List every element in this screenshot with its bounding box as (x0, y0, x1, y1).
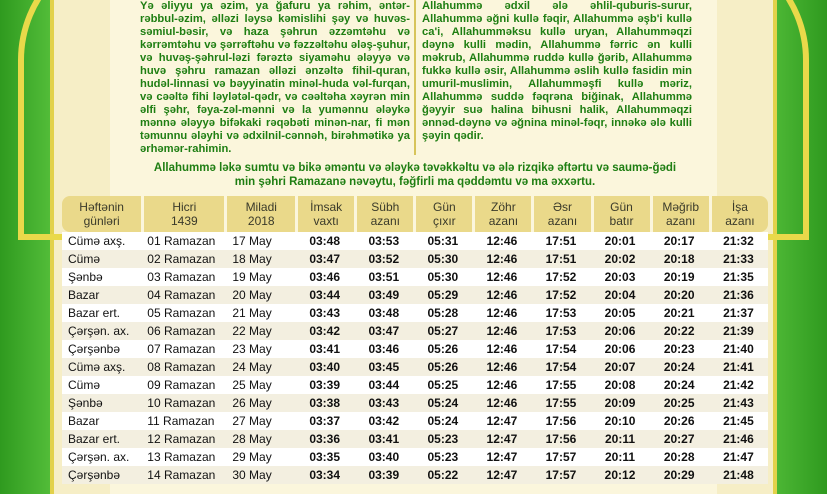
header-imsak: İmsak vaxtı (295, 196, 354, 232)
imsak-time: 03:37 (295, 412, 354, 430)
fajr-time: 03:42 (354, 412, 413, 430)
imsak-time: 03:41 (295, 340, 354, 358)
table-row (62, 322, 768, 340)
weekday-cell: Cümə axş. (62, 232, 141, 250)
hijri-date-cell: 03 Ramazan (141, 268, 224, 286)
dhuhr-time: 12:47 (472, 430, 531, 448)
imsak-time: 03:42 (295, 322, 354, 340)
weekday-cell: Bazar ert. (62, 430, 141, 448)
fajr-time: 03:49 (354, 286, 413, 304)
table-row (62, 376, 768, 394)
sunrise-time: 05:29 (413, 286, 472, 304)
sunset-time: 20:11 (591, 448, 650, 466)
sunrise-time: 05:26 (413, 340, 472, 358)
weekday-cell: Çərşən. ax. (62, 448, 141, 466)
asr-time: 17:55 (531, 394, 590, 412)
imsak-time: 03:46 (295, 268, 354, 286)
header-sunset: Gün batır (591, 196, 650, 232)
gregorian-date-cell: 20 May (224, 286, 295, 304)
sunset-time: 20:06 (591, 340, 650, 358)
header-hijri: Hicri 1439 (141, 196, 224, 232)
weekday-cell: Cümə axş. (62, 358, 141, 376)
sunrise-time: 05:28 (413, 304, 472, 322)
dhuhr-time: 12:46 (472, 232, 531, 250)
isha-time: 21:45 (709, 412, 768, 430)
asr-time: 17:56 (531, 430, 590, 448)
sunrise-time: 05:26 (413, 358, 472, 376)
table-row (62, 340, 768, 358)
maghrib-time: 20:24 (650, 358, 709, 376)
table-row (62, 448, 768, 466)
dhuhr-time: 12:46 (472, 304, 531, 322)
dhuhr-time: 12:46 (472, 376, 531, 394)
fajr-time: 03:51 (354, 268, 413, 286)
asr-time: 17:52 (531, 268, 590, 286)
maghrib-time: 20:22 (650, 322, 709, 340)
asr-time: 17:57 (531, 466, 590, 484)
fajr-time: 03:47 (354, 322, 413, 340)
gregorian-date-cell: 29 May (224, 448, 295, 466)
weekday-cell: Bazar (62, 286, 141, 304)
imsak-time: 03:48 (295, 232, 354, 250)
imsak-time: 03:40 (295, 358, 354, 376)
sunset-time: 20:04 (591, 286, 650, 304)
gregorian-date-cell: 28 May (224, 430, 295, 448)
gregorian-date-cell: 24 May (224, 358, 295, 376)
isha-time: 21:43 (709, 394, 768, 412)
ramadan-dua-right: Allahummə ədxil ələ əhlil-quburis-surur, Allahummə əğni kullə fəqir, Allahummə əşb'i kullə ca'i, Allahumməksu kullə uryan, Allahumməqzi dəynə kulli mədin, Allahummə fərric ən kulli məkrub, Allahummə ruddə kullə ğərib, Allahummə fukkə kullə əsir, Allahummə əslih kullə fasidin min umuril-muslimin, Allahumməşfi kullə məriz, Allahummə suddə fəqrəna biğinak, Allahummə ğəyyir suə halina bihusni halik, Allahumməqzi ənnəd-dəynə və əğnina minəl-fəqr, innəkə ələ kulli şəyin qədir. (422, 0, 692, 142)
hijri-date-cell: 10 Ramazan (141, 394, 224, 412)
table-row (62, 358, 768, 376)
isha-time: 21:36 (709, 286, 768, 304)
gregorian-date-cell: 27 May (224, 412, 295, 430)
header-maghrib: Məğrib azanı (650, 196, 709, 232)
table-row (62, 286, 768, 304)
sunset-time: 20:02 (591, 250, 650, 268)
maghrib-time: 20:23 (650, 340, 709, 358)
maghrib-time: 20:21 (650, 304, 709, 322)
weekday-cell: Çərşənbə (62, 340, 141, 358)
dhuhr-time: 12:47 (472, 448, 531, 466)
hijri-date-cell: 02 Ramazan (141, 250, 224, 268)
maghrib-time: 20:19 (650, 268, 709, 286)
weekday-cell: Cümə (62, 376, 141, 394)
sunrise-time: 05:24 (413, 394, 472, 412)
dhuhr-time: 12:47 (472, 412, 531, 430)
header-fajr: Sübh azanı (354, 196, 413, 232)
dhuhr-time: 12:46 (472, 286, 531, 304)
imsak-time: 03:34 (295, 466, 354, 484)
imsak-time: 03:44 (295, 286, 354, 304)
hijri-date-cell: 09 Ramazan (141, 376, 224, 394)
sunrise-time: 05:24 (413, 412, 472, 430)
gregorian-date-cell: 18 May (224, 250, 295, 268)
header-asr: Əsr azanı (531, 196, 590, 232)
column-divider (414, 0, 416, 155)
maghrib-time: 20:18 (650, 250, 709, 268)
isha-time: 21:42 (709, 376, 768, 394)
imsak-time: 03:43 (295, 304, 354, 322)
hijri-date-cell: 08 Ramazan (141, 358, 224, 376)
sunrise-time: 05:22 (413, 466, 472, 484)
sunrise-time: 05:31 (413, 232, 472, 250)
table-row (62, 268, 768, 286)
table-row (62, 250, 768, 268)
isha-time: 21:33 (709, 250, 768, 268)
sunrise-time: 05:27 (413, 322, 472, 340)
gregorian-date-cell: 30 May (224, 466, 295, 484)
gregorian-date-cell: 21 May (224, 304, 295, 322)
sunset-time: 20:08 (591, 376, 650, 394)
sunrise-time: 05:30 (413, 268, 472, 286)
asr-time: 17:57 (531, 448, 590, 466)
table-row (62, 430, 768, 448)
iftar-dua: Allahummə ləkə sumtu və bikə əməntu və ələykə təvəkkəltu və ələ rizqikə əftərtu və saumə-ğədi min şəhri Ramazanə nəvəytu, fəğfirli ma qəddəmtu və ma əxxərtu. (153, 162, 677, 188)
maghrib-time: 20:25 (650, 394, 709, 412)
header-dhuhr: Zöhr azanı (472, 196, 531, 232)
weekday-cell: Şənbə (62, 394, 141, 412)
hijri-date-cell: 05 Ramazan (141, 304, 224, 322)
asr-time: 17:53 (531, 304, 590, 322)
sunset-time: 20:01 (591, 232, 650, 250)
dhuhr-time: 12:46 (472, 358, 531, 376)
fajr-time: 03:39 (354, 466, 413, 484)
table-header-row (62, 196, 768, 232)
weekday-cell: Bazar (62, 412, 141, 430)
dhuhr-time: 12:46 (472, 322, 531, 340)
hijri-date-cell: 06 Ramazan (141, 322, 224, 340)
sunrise-time: 05:25 (413, 376, 472, 394)
maghrib-time: 20:26 (650, 412, 709, 430)
isha-time: 21:39 (709, 322, 768, 340)
fajr-time: 03:41 (354, 430, 413, 448)
sunset-time: 20:12 (591, 466, 650, 484)
fajr-time: 03:52 (354, 250, 413, 268)
asr-time: 17:56 (531, 412, 590, 430)
weekday-cell: Şənbə (62, 268, 141, 286)
hijri-date-cell: 11 Ramazan (141, 412, 224, 430)
asr-time: 17:54 (531, 340, 590, 358)
ramadan-dua-left: Yə əliyyu ya əzim, ya ğafuru ya rəhim, əntər-rəbbul-əzim, əlləzi ləysə kəmislihi şəy və huvəs-səmiul-bəsir, və haza şəhrun əzzəmtəhu və kərrəmtəhu və şərrəftəhu və fəzzəltəhu ələş-şuhur, və huvəş-şəhrul-ləzi fərəztə siyaməhu ələyyə və huvə şəhru ramazan əlləzi ənzəltə fihil-quran, hudəl-linnasi və bəyyinatin minəl-huda vəl-furqan, və cəəltə fihi ləylətəl-qədr, və cəəltəha xəyrən min əlfi şəhr, fəya-zəl-mənni və la yumənnu ələykə mənnə ələyyə bifəkaki rəqəbəti minən-nar, fi mən təmunnu ələyhi və ədxilnil-cənnəh, birəhmətikə ya ərhəmər-rahimin. (140, 0, 410, 155)
table-row (62, 394, 768, 412)
table-body (62, 232, 768, 484)
fajr-time: 03:45 (354, 358, 413, 376)
sunset-time: 20:03 (591, 268, 650, 286)
gregorian-date-cell: 17 May (224, 232, 295, 250)
isha-time: 21:41 (709, 358, 768, 376)
imsak-time: 03:38 (295, 394, 354, 412)
sunset-time: 20:11 (591, 430, 650, 448)
isha-time: 21:46 (709, 430, 768, 448)
weekday-cell: Cümə (62, 250, 141, 268)
weekday-cell: Bazar ert. (62, 304, 141, 322)
header-weekday: Həftənin günləri (62, 196, 141, 232)
sunset-time: 20:06 (591, 322, 650, 340)
sunset-time: 20:09 (591, 394, 650, 412)
weekday-cell: Çərşən. ax. (62, 322, 141, 340)
gregorian-date-cell: 26 May (224, 394, 295, 412)
imsak-time: 03:35 (295, 448, 354, 466)
hijri-date-cell: 04 Ramazan (141, 286, 224, 304)
asr-time: 17:55 (531, 376, 590, 394)
gregorian-date-cell: 23 May (224, 340, 295, 358)
fajr-time: 03:46 (354, 340, 413, 358)
asr-time: 17:52 (531, 286, 590, 304)
maghrib-time: 20:27 (650, 430, 709, 448)
maghrib-time: 20:29 (650, 466, 709, 484)
gregorian-date-cell: 22 May (224, 322, 295, 340)
dhuhr-time: 12:46 (472, 268, 531, 286)
table-row (62, 232, 768, 250)
sunset-time: 20:07 (591, 358, 650, 376)
dhuhr-time: 12:46 (472, 394, 531, 412)
header-sunrise: Gün çıxır (413, 196, 472, 232)
weekday-cell: Çərşənbə (62, 466, 141, 484)
header-gregorian: Miladi 2018 (224, 196, 295, 232)
fajr-time: 03:48 (354, 304, 413, 322)
fajr-time: 03:43 (354, 394, 413, 412)
fajr-time: 03:53 (354, 232, 413, 250)
asr-time: 17:51 (531, 232, 590, 250)
gregorian-date-cell: 25 May (224, 376, 295, 394)
table-row (62, 466, 768, 484)
isha-time: 21:40 (709, 340, 768, 358)
isha-time: 21:37 (709, 304, 768, 322)
hijri-date-cell: 14 Ramazan (141, 466, 224, 484)
imsak-time: 03:36 (295, 430, 354, 448)
asr-time: 17:53 (531, 322, 590, 340)
table-row (62, 304, 768, 322)
maghrib-time: 20:24 (650, 376, 709, 394)
hijri-date-cell: 01 Ramazan (141, 232, 224, 250)
sunrise-time: 05:23 (413, 448, 472, 466)
maghrib-time: 20:20 (650, 286, 709, 304)
asr-time: 17:51 (531, 250, 590, 268)
hijri-date-cell: 07 Ramazan (141, 340, 224, 358)
gregorian-date-cell: 19 May (224, 268, 295, 286)
sunrise-time: 05:30 (413, 250, 472, 268)
sunrise-time: 05:23 (413, 430, 472, 448)
hijri-date-cell: 12 Ramazan (141, 430, 224, 448)
maghrib-time: 20:28 (650, 448, 709, 466)
fajr-time: 03:44 (354, 376, 413, 394)
isha-time: 21:48 (709, 466, 768, 484)
sunset-time: 20:10 (591, 412, 650, 430)
dhuhr-time: 12:46 (472, 250, 531, 268)
isha-time: 21:35 (709, 268, 768, 286)
dhuhr-time: 12:46 (472, 340, 531, 358)
sunset-time: 20:05 (591, 304, 650, 322)
imsak-time: 03:39 (295, 376, 354, 394)
dhuhr-time: 12:47 (472, 466, 531, 484)
maghrib-time: 20:17 (650, 232, 709, 250)
table-row (62, 412, 768, 430)
isha-time: 21:32 (709, 232, 768, 250)
asr-time: 17:54 (531, 358, 590, 376)
isha-time: 21:47 (709, 448, 768, 466)
ramadan-timetable (62, 196, 768, 484)
hijri-date-cell: 13 Ramazan (141, 448, 224, 466)
imsak-time: 03:47 (295, 250, 354, 268)
header-isha: İşa azanı (709, 196, 768, 232)
fajr-time: 03:40 (354, 448, 413, 466)
